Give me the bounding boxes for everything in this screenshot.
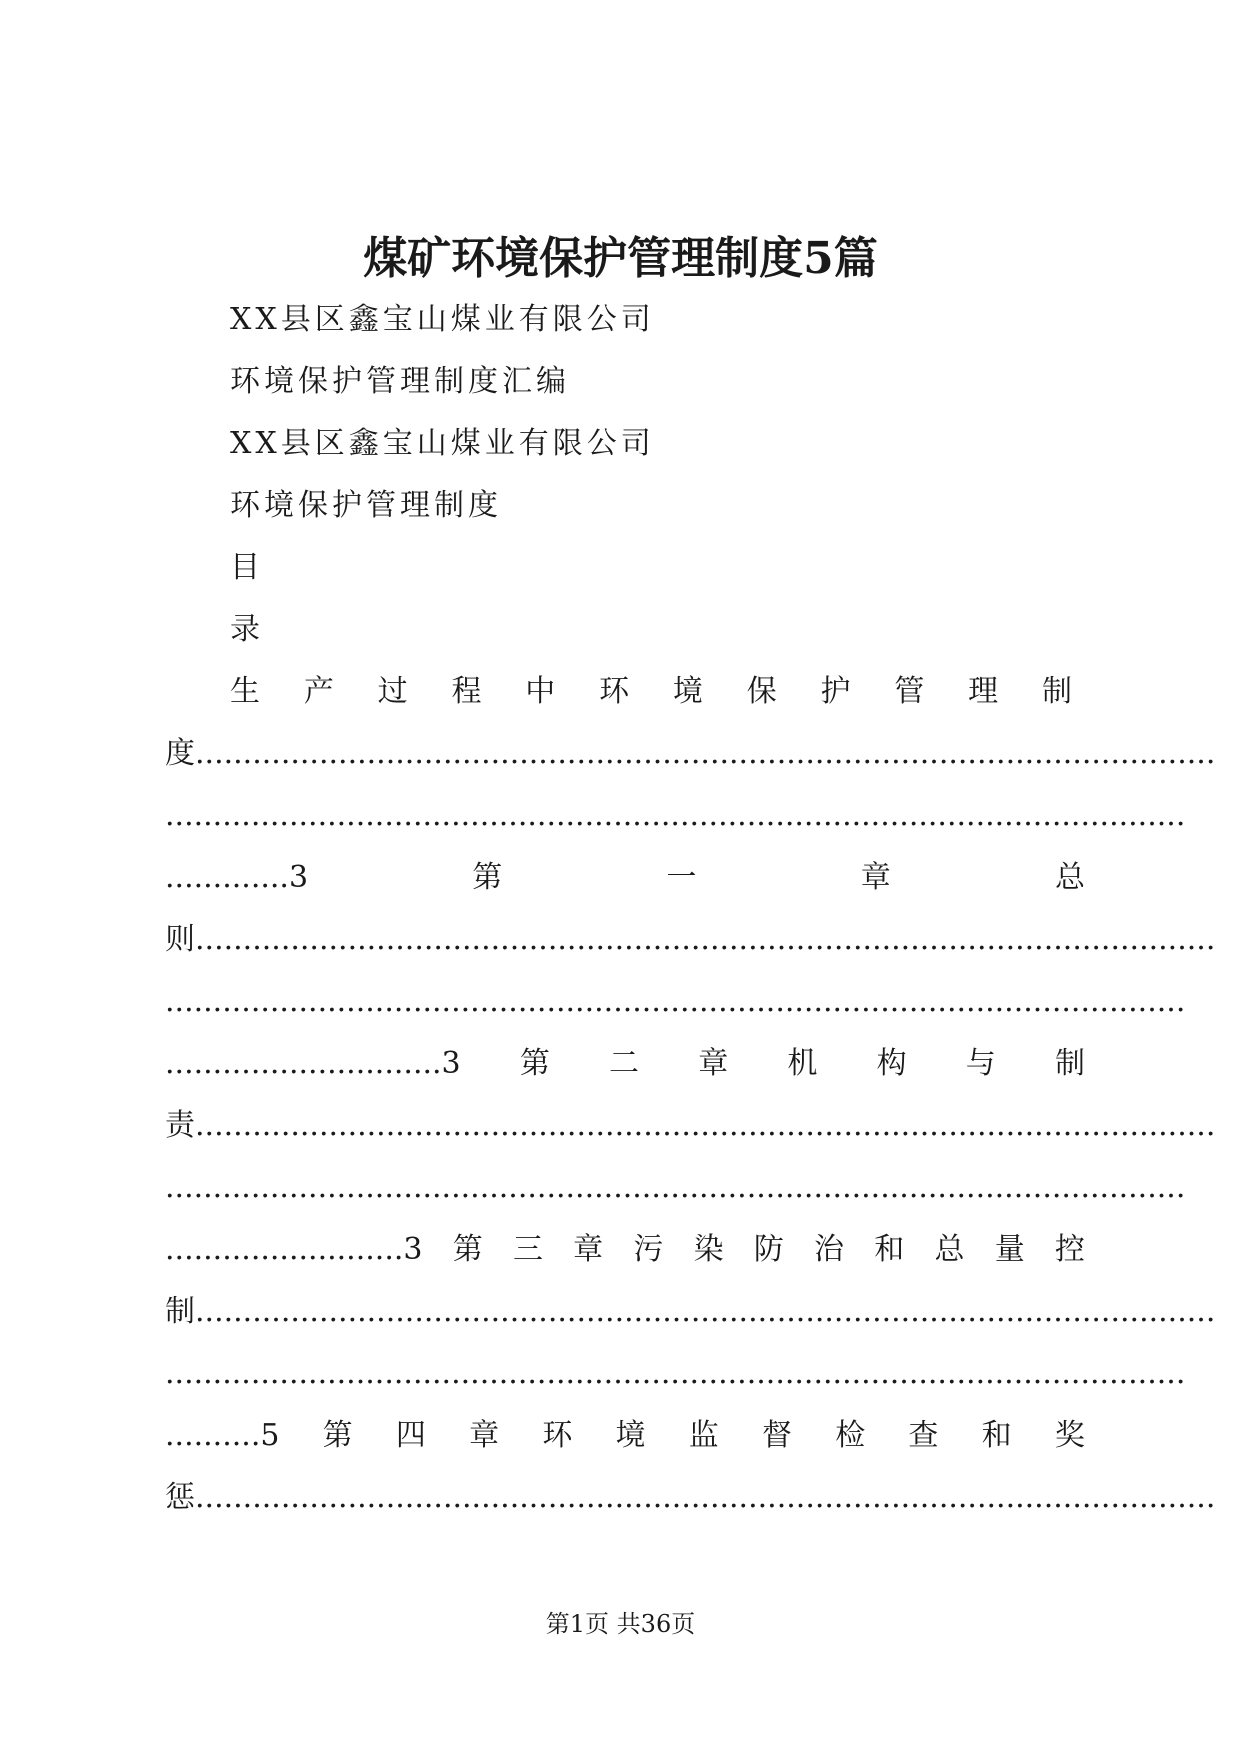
toc-line (230, 672, 1072, 712)
toc-entry-char: 境 (672, 674, 703, 709)
toc-entry-start: ..........5 (165, 1418, 280, 1453)
toc-entry-char: 量 (994, 1232, 1025, 1267)
toc-line (165, 982, 1186, 1022)
toc-entry-char: 第 (519, 1046, 550, 1081)
toc-entry-char: 一 (666, 860, 697, 895)
toc-entry-char: 机 (787, 1046, 818, 1081)
toc-leader: 责........................................................................................................... (165, 1108, 1216, 1143)
toc-entry-char: 构 (876, 1046, 907, 1081)
toc-entry-start: 生 (230, 674, 260, 709)
toc-entry-char: 理 (968, 674, 999, 709)
toc-entry-char: 章 (573, 1232, 604, 1267)
document-title: 煤矿环境保护管理制度5篇 (363, 233, 878, 284)
toc-entry-char: 监 (688, 1418, 719, 1453)
toc-leader: 制........................................................................................................... (165, 1294, 1216, 1329)
toc-line (165, 1478, 1216, 1518)
toc-entry-char: 第 (472, 860, 503, 895)
toc-entry-char: 保 (746, 674, 777, 709)
toc-entry-char: 查 (908, 1418, 939, 1453)
toc-line (165, 1354, 1186, 1394)
toc-line (165, 1230, 1085, 1270)
toc-line (165, 1168, 1186, 1208)
toc-entry-char: 制 (1054, 1046, 1085, 1081)
compilation-title-line: 环境保护管理制度汇编 (230, 364, 570, 399)
toc-leader: 惩........................................................................................................... (165, 1480, 1216, 1515)
toc-entry-char: 控 (1054, 1232, 1085, 1267)
contents-heading-part-2: 录 (230, 612, 264, 647)
toc-entry-char: 二 (609, 1046, 640, 1081)
toc-entry-char: 境 (615, 1418, 646, 1453)
toc-line (165, 1106, 1216, 1146)
toc-line (165, 920, 1216, 960)
toc-entry-char: 产 (303, 674, 334, 709)
toc-entry-char: 制 (1041, 674, 1072, 709)
company-name-line-2: XX县区鑫宝山煤业有限公司 (230, 426, 655, 461)
toc-leader: ........................................................................................................... (165, 1170, 1186, 1205)
toc-entry-char: 治 (814, 1232, 845, 1267)
toc-line (165, 1416, 1085, 1456)
toc-entry-char: 与 (965, 1046, 996, 1081)
toc-entry-char: 检 (835, 1418, 866, 1453)
toc-entry-char: 环 (599, 674, 630, 709)
toc-line (165, 1044, 1085, 1084)
toc-line (165, 796, 1186, 836)
toc-entry-char: 三 (512, 1232, 543, 1267)
contents-heading-part-1: 目 (230, 550, 264, 585)
company-name-line: XX县区鑫宝山煤业有限公司 (230, 302, 655, 337)
toc-leader: ........................................................................................................... (165, 984, 1186, 1019)
toc-line (165, 858, 1085, 898)
toc-entry-char: 过 (377, 674, 408, 709)
toc-entry-start: .............................3 (165, 1046, 461, 1081)
toc-entry-start: .............3 (165, 860, 309, 895)
toc-entry-char: 防 (753, 1232, 784, 1267)
toc-entry-char: 四 (395, 1418, 426, 1453)
toc-entry-char: 和 (981, 1418, 1012, 1453)
toc-line (165, 734, 1216, 774)
toc-leader: ........................................................................................................... (165, 1356, 1186, 1391)
toc-line (165, 1292, 1216, 1332)
toc-entry-char: 护 (820, 674, 851, 709)
toc-entry-char: 管 (894, 674, 925, 709)
toc-leader: 则........................................................................................................... (165, 922, 1216, 957)
regulation-title-line: 环境保护管理制度 (230, 488, 502, 523)
toc-entry-char: 环 (542, 1418, 573, 1453)
toc-entry-char: 督 (761, 1418, 792, 1453)
toc-entry-char: 染 (693, 1232, 724, 1267)
page-footer: 第1页 共36页 (545, 1610, 696, 1638)
toc-entry-char: 第 (322, 1418, 353, 1453)
toc-entry-char: 中 (525, 674, 556, 709)
toc-entry-char: 总 (1055, 860, 1085, 895)
toc-leader: ........................................................................................................... (165, 798, 1186, 833)
toc-entry-char: 总 (934, 1232, 965, 1267)
toc-leader: 度........................................................................................................... (165, 736, 1216, 771)
toc-entry-char: 和 (874, 1232, 905, 1267)
toc-entry-char: 污 (633, 1232, 664, 1267)
toc-entry-char: 章 (860, 860, 891, 895)
toc-entry-char: 章 (698, 1046, 729, 1081)
toc-entry-start: .........................3 (165, 1232, 423, 1267)
toc-entry-char: 章 (469, 1418, 500, 1453)
toc-entry-char: 奖 (1054, 1418, 1085, 1453)
toc-entry-char: 程 (451, 674, 482, 709)
toc-entry-char: 第 (452, 1232, 483, 1267)
